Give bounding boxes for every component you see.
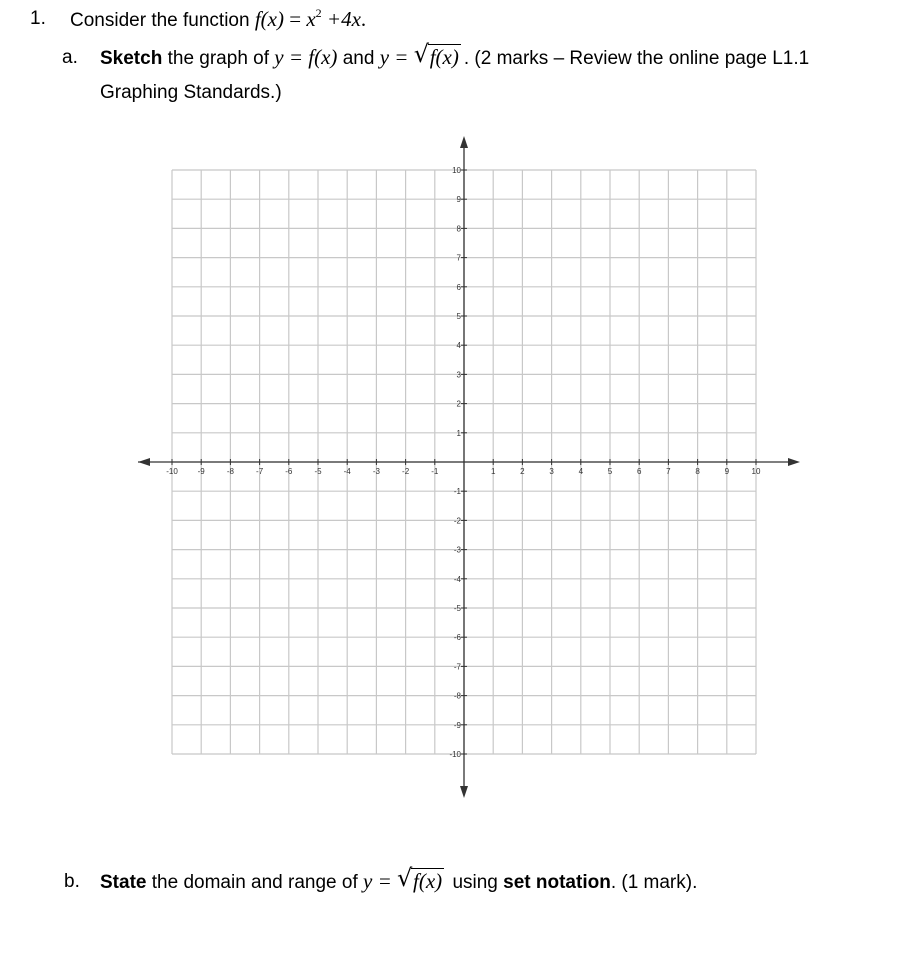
part-b-instruction xyxy=(100,864,698,894)
part-a-bold: Sketch xyxy=(100,48,163,69)
x-tick-label: 2 xyxy=(520,467,525,476)
part-a-radical: √ xyxy=(413,40,429,68)
question-number: 1. xyxy=(30,8,46,29)
question-intro-text: Consider the function xyxy=(70,10,250,31)
x-tick-label: 4 xyxy=(578,467,584,476)
part-a-eq2-lhs: y = xyxy=(379,45,409,69)
x-tick-label: -3 xyxy=(372,467,380,476)
part-b-eq xyxy=(363,864,452,893)
function-expression xyxy=(255,7,366,31)
coordinate-grid xyxy=(120,118,810,808)
function-rhs: +4x xyxy=(326,7,361,31)
y-tick-label: -5 xyxy=(453,604,461,613)
function-end: . xyxy=(360,7,367,31)
x-tick-label: -6 xyxy=(285,467,293,476)
sqrt-symbol-b xyxy=(397,864,444,894)
x-tick-label: 10 xyxy=(751,467,761,476)
y-tick-label: 4 xyxy=(456,341,461,351)
y-tick-label: 8 xyxy=(456,224,461,234)
x-tick-label: -10 xyxy=(166,467,178,476)
y-tick-label: -3 xyxy=(453,545,461,555)
y-tick-label: -2 xyxy=(453,516,461,526)
x-tick-label: -9 xyxy=(197,467,205,476)
y-tick-label: -10 xyxy=(449,750,461,759)
part-a-and: and xyxy=(342,48,375,69)
x-tick-label: 6 xyxy=(636,467,642,476)
question-intro xyxy=(70,6,366,32)
y-tick-label: -9 xyxy=(453,720,461,730)
y-tick-label: 3 xyxy=(456,370,461,380)
part-b-radical: √ xyxy=(397,864,413,892)
part-b-text1: the domain and range of xyxy=(151,872,358,893)
x-tick-label: -4 xyxy=(343,467,351,476)
x-tick-label: -5 xyxy=(314,467,322,476)
function-exponent: 2 xyxy=(315,6,322,20)
part-a-line2: Graphing Standards.) xyxy=(100,82,282,103)
y-tick-label: -7 xyxy=(453,662,461,672)
y-tick-label: -8 xyxy=(453,691,461,701)
part-b-label: b. xyxy=(64,871,80,892)
part-b-text2: using xyxy=(452,872,498,893)
part-b-eq-lhs: y = xyxy=(363,869,392,893)
x-tick-label: 8 xyxy=(695,467,700,476)
x-tick-label: 9 xyxy=(724,467,730,476)
part-b-bold1: State xyxy=(100,872,147,893)
part-a-eq2 xyxy=(379,40,464,69)
function-x: x xyxy=(306,7,316,31)
part-a-radicand: f(x) xyxy=(429,45,459,69)
y-tick-label: 9 xyxy=(456,195,461,205)
part-a-label: a. xyxy=(62,47,78,68)
part-b-bold2: set notation xyxy=(503,872,611,893)
grid-background xyxy=(120,118,810,808)
part-a-after: . (2 marks – Review the online page L1.1 xyxy=(463,48,810,69)
part-a-text1: the graph of xyxy=(167,48,270,69)
x-tick-label: -8 xyxy=(226,467,234,476)
sqrt-symbol xyxy=(413,40,461,70)
y-tick-label: 10 xyxy=(452,166,461,175)
function-lhs: f(x) xyxy=(254,7,284,31)
y-tick-label: 1 xyxy=(456,428,461,438)
y-tick-label: -6 xyxy=(453,633,461,643)
x-tick-label: -2 xyxy=(402,467,410,476)
y-tick-label: -4 xyxy=(453,574,461,584)
x-tick-label: 5 xyxy=(607,467,613,476)
function-eq: = xyxy=(289,7,302,31)
x-tick-label: -7 xyxy=(256,467,264,476)
part-a-eq1: y = f(x) xyxy=(274,45,338,69)
y-tick-label: 7 xyxy=(456,253,461,263)
y-tick-label: -1 xyxy=(453,487,461,497)
y-tick-label: 2 xyxy=(456,399,461,409)
y-tick-label: 5 xyxy=(456,312,461,321)
part-b-radicand: f(x) xyxy=(413,869,443,893)
part-b-text3: . (1 mark). xyxy=(610,872,698,893)
x-tick-label: 3 xyxy=(549,467,554,476)
y-tick-label: 6 xyxy=(456,282,461,292)
x-tick-label: 7 xyxy=(666,467,671,476)
part-a-instruction xyxy=(100,40,810,70)
x-tick-label: 1 xyxy=(490,467,496,476)
x-tick-label: -1 xyxy=(431,467,439,476)
